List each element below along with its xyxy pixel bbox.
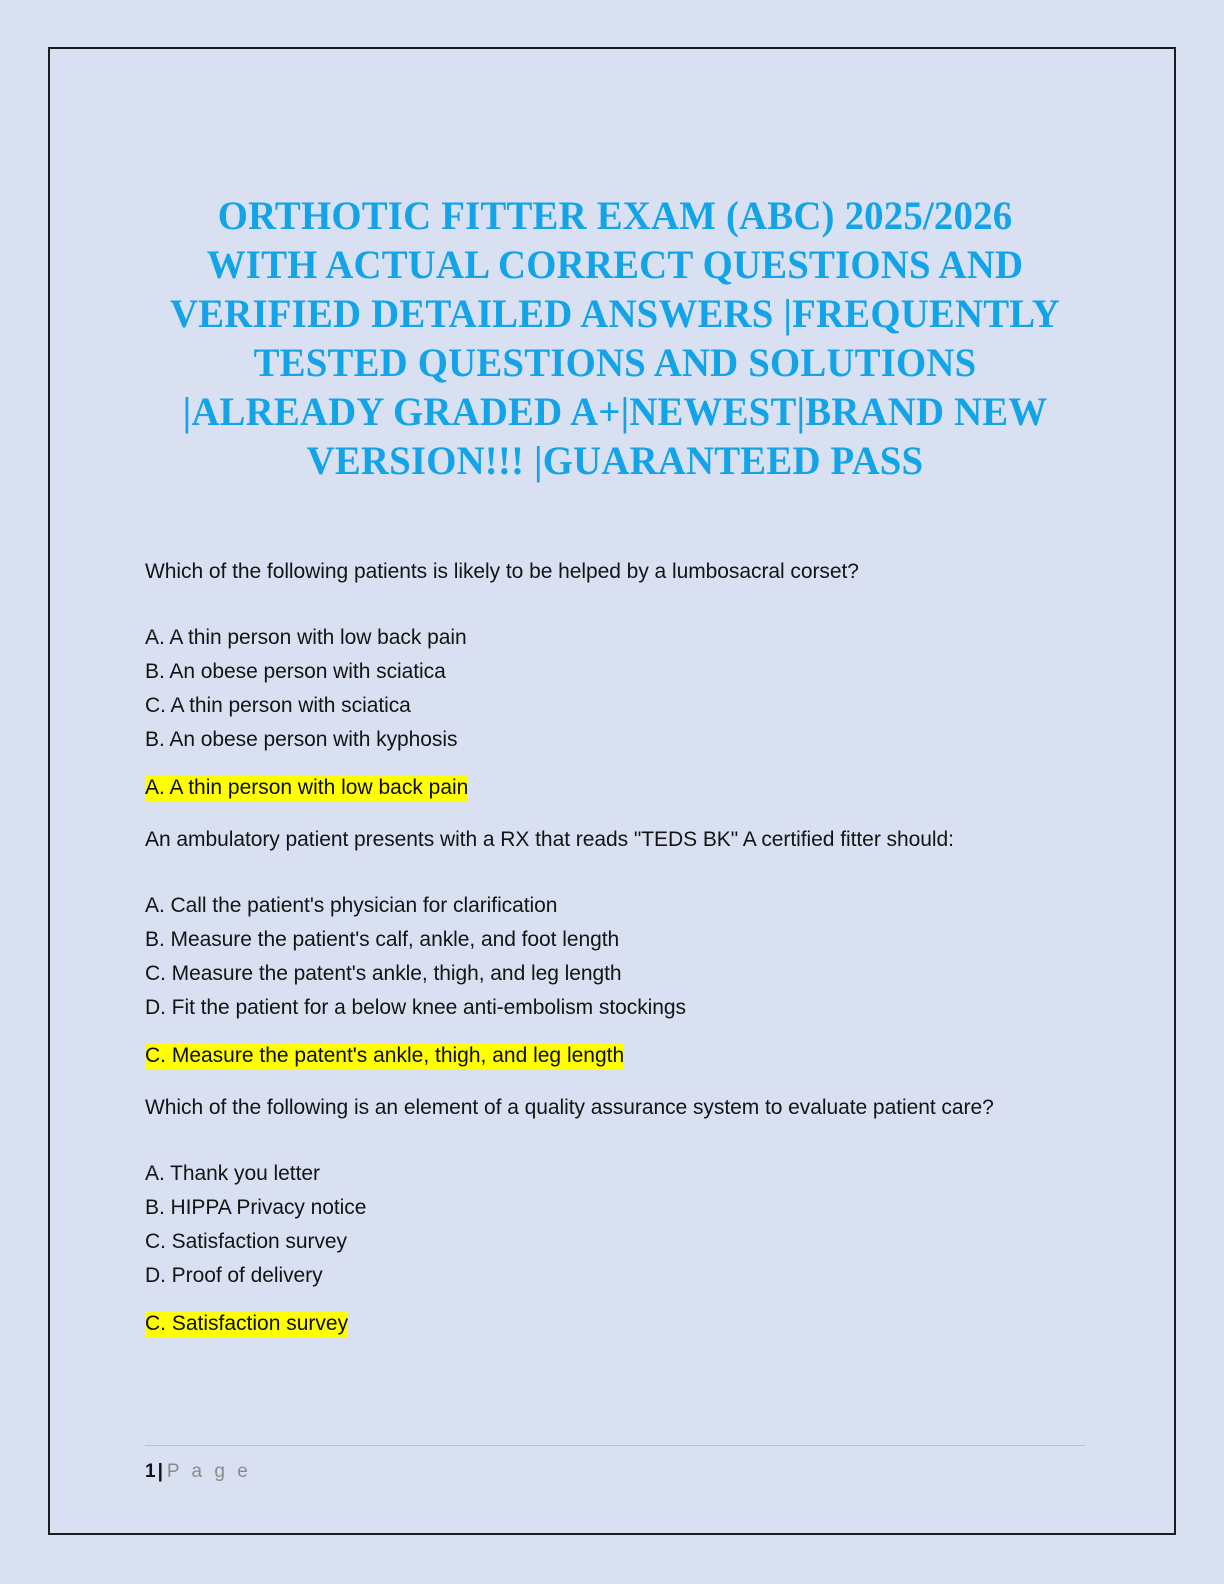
- document-page: [48, 47, 1176, 1535]
- question-stem: Which of the following is an element of a quality assurance system to evaluate patient care?: [145, 1096, 994, 1119]
- option-item[interactable]: B. Measure the patient's calf, ankle, and foot length: [145, 928, 620, 951]
- page-footer: [145, 1445, 1085, 1483]
- option-item[interactable]: A. A thin person with low back pain: [145, 626, 467, 649]
- option-item[interactable]: C. Measure the patent's ankle, thigh, and leg length: [145, 962, 622, 985]
- document-body: [145, 49, 1085, 1339]
- spacer: [145, 757, 1085, 773]
- option-item[interactable]: D. Proof of delivery: [145, 1264, 323, 1287]
- question-block: [145, 1093, 1085, 1339]
- question-stem: An ambulatory patient presents with a RX that reads "TEDS BK" A certified fitter should:: [145, 828, 954, 851]
- option-item[interactable]: B. HIPPA Privacy notice: [145, 1196, 367, 1219]
- option-item[interactable]: B. An obese person with sciatica: [145, 660, 446, 683]
- option-list: [145, 621, 1085, 757]
- answer-line: [145, 1309, 1085, 1339]
- option-item[interactable]: C. Satisfaction survey: [145, 1230, 347, 1253]
- question-stem: Which of the following patients is likely to be helped by a lumbosacral corset?: [145, 560, 859, 583]
- page-title: ORTHOTIC FITTER EXAM (ABC) 2025/2026 WITH ACTUAL CORRECT QUESTIONS AND VERIFIED DETAILED ANSWERS |FREQUENTLY TESTED QUESTIONS AND SOLUTIONS |ALREADY GRADED A+|NEWEST|BRAND NEW VERSION!!! |GUARANTEED PASS: [169, 193, 1061, 483]
- page-number: 1: [145, 1461, 156, 1482]
- spacer: [145, 1025, 1085, 1041]
- option-item[interactable]: A. Thank you letter: [145, 1162, 320, 1185]
- answer-highlight: C. Satisfaction survey: [145, 1312, 349, 1335]
- answer-line: [145, 773, 1085, 803]
- answer-line: [145, 1041, 1085, 1071]
- spacer: [145, 1123, 1085, 1157]
- spacer: [145, 855, 1085, 889]
- question-block: [145, 557, 1085, 803]
- option-item[interactable]: B. An obese person with kyphosis: [145, 728, 458, 751]
- spacer: [145, 587, 1085, 621]
- footer-page-word: P a g e: [166, 1461, 252, 1482]
- option-list: [145, 1157, 1085, 1293]
- spacer: [145, 1293, 1085, 1309]
- option-list: [145, 889, 1085, 1025]
- option-item[interactable]: A. Call the patient's physician for clarification: [145, 894, 558, 917]
- question-block: [145, 825, 1085, 1071]
- footer-page-label: [145, 1461, 1085, 1483]
- option-item[interactable]: D. Fit the patient for a below knee anti-embolism stockings: [145, 996, 686, 1019]
- answer-highlight: A. A thin person with low back pain: [145, 776, 469, 799]
- answer-highlight: C. Measure the patent's ankle, thigh, and leg length: [145, 1044, 625, 1067]
- footer-separator: |: [157, 1461, 163, 1482]
- footer-divider: [145, 1445, 1085, 1446]
- option-item[interactable]: C. A thin person with sciatica: [145, 694, 411, 717]
